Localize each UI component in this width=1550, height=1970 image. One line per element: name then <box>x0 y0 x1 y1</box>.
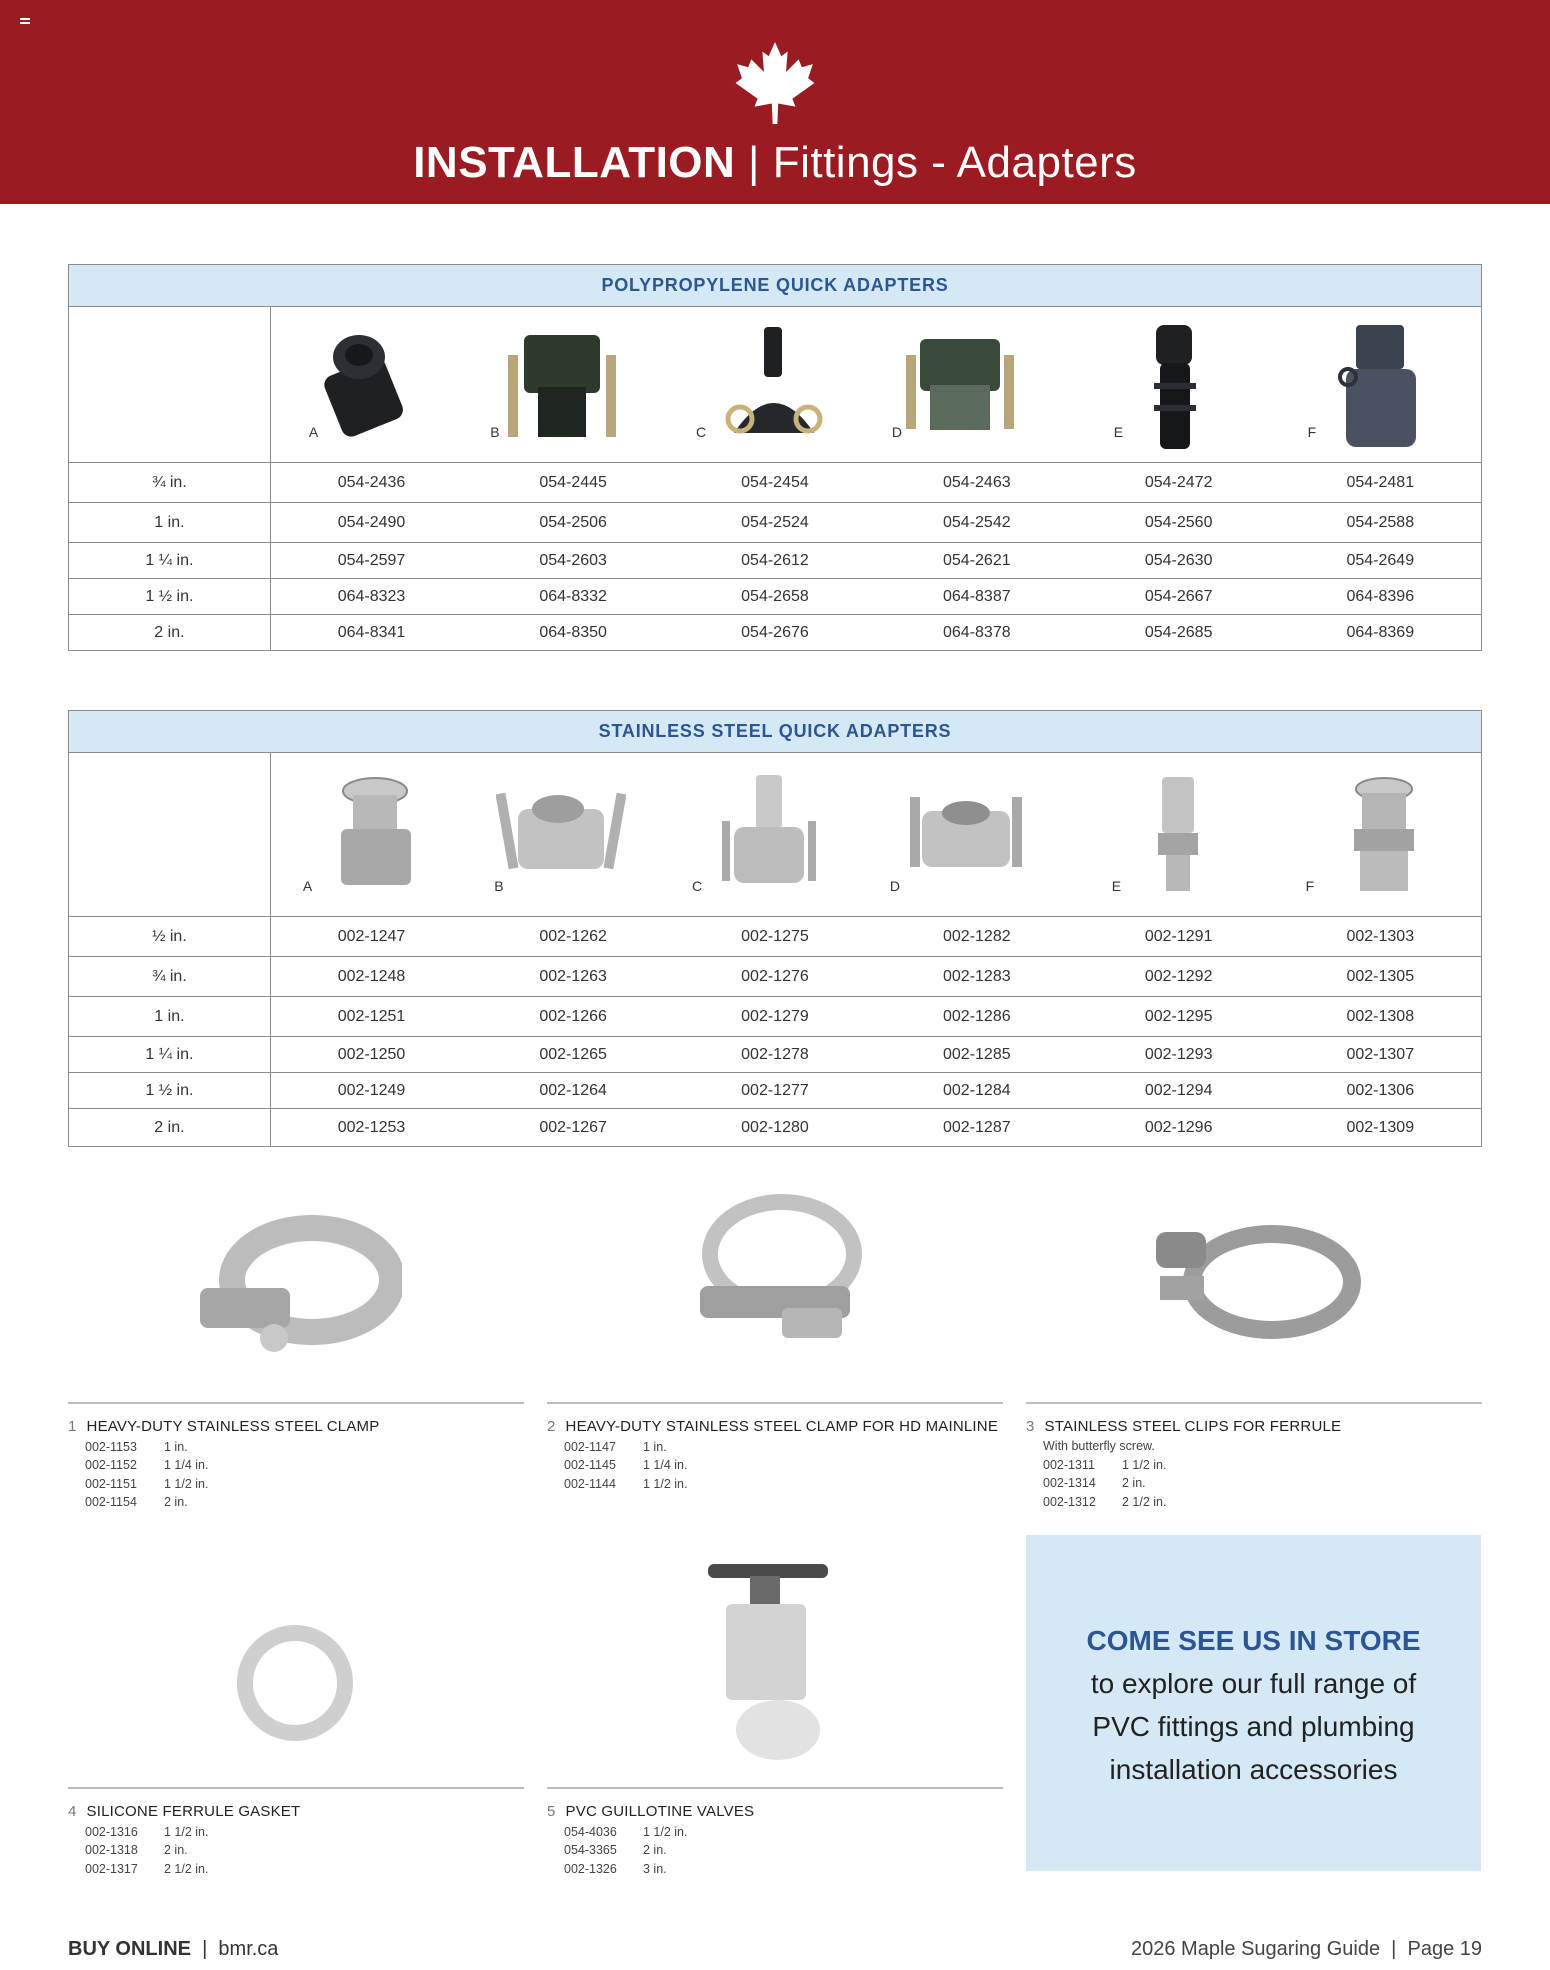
steel-cell: 002-1305 <box>1280 957 1482 997</box>
poly-cell: 054-2685 <box>1144 623 1213 641</box>
steel-size: 1 ½ in. <box>69 1073 271 1109</box>
steel-cell: 002-1250 <box>270 1037 472 1073</box>
poly-row <box>69 463 1482 503</box>
product-number: 4 <box>68 1802 77 1820</box>
poly-letter-c: C <box>696 424 707 440</box>
poly-table-caption: POLYPROPYLENE QUICK ADAPTERS <box>69 265 1482 307</box>
poly-fitting-b <box>472 307 674 463</box>
steel-adapter-a-image <box>331 775 421 890</box>
product-title: STAINLESS STEEL CLIPS FOR FERRULE <box>1044 1417 1342 1435</box>
steel-row <box>69 957 1482 997</box>
footer-buy-online[interactable] <box>68 1938 278 1961</box>
steel-row <box>69 917 1482 957</box>
promo-line: installation accessories <box>1109 1754 1398 1785</box>
poly-row <box>69 543 1482 579</box>
hd-mainline-clamp-image <box>682 1190 872 1360</box>
steel-size: 1 ¼ in. <box>69 1037 271 1073</box>
product-hd-mainline-clamp <box>547 1402 1003 1493</box>
poly-cell: 064-8341 <box>337 623 406 641</box>
steel-row <box>69 997 1482 1037</box>
product-line: 002-1316 1 1/2 in. <box>85 1824 209 1839</box>
poly-fitting-c <box>674 307 876 463</box>
steel-size: ½ in. <box>69 917 271 957</box>
footer-site-link[interactable]: | bmr.ca <box>190 1938 279 1960</box>
poly-cell: 064-8369 <box>1346 623 1415 641</box>
steel-cell: 002-1294 <box>1078 1073 1280 1109</box>
steel-cell: 002-1266 <box>472 997 674 1037</box>
poly-cell: 054-2630 <box>1078 543 1280 579</box>
steel-letter-a: A <box>302 878 313 894</box>
poly-row <box>69 503 1482 543</box>
steel-fitting-a <box>270 753 472 917</box>
product-line: 002-1312 2 1/2 in. <box>1043 1494 1167 1509</box>
steel-cell: 002-1249 <box>270 1073 472 1109</box>
steel-size: 2 in. <box>69 1109 271 1147</box>
poly-cell: 054-2490 <box>270 503 472 543</box>
steel-cell: 002-1279 <box>674 997 876 1037</box>
poly-cell: 064-8387 <box>876 579 1078 615</box>
steel-cell: 002-1277 <box>674 1073 876 1109</box>
steel-cell: 002-1286 <box>876 997 1078 1037</box>
steel-cell: 002-1291 <box>1078 917 1280 957</box>
steel-cell: 002-1284 <box>876 1073 1078 1109</box>
steel-cell: 002-1267 <box>539 1118 607 1136</box>
poly-row <box>69 579 1482 615</box>
poly-letter-a: A <box>308 424 319 440</box>
steel-cell: 002-1285 <box>876 1037 1078 1073</box>
poly-cell: 054-2597 <box>270 543 472 579</box>
poly-cell: 054-2463 <box>876 463 1078 503</box>
poly-cell: 054-2481 <box>1280 463 1482 503</box>
product-line: 002-1317 2 1/2 in. <box>85 1861 209 1876</box>
poly-cell: 054-2454 <box>674 463 876 503</box>
poly-letter-d: D <box>891 424 903 440</box>
product-line: 002-1145 1 1/4 in. <box>564 1458 688 1472</box>
product-line: 002-1151 1 1/2 in. <box>85 1476 209 1491</box>
product-line: 002-1144 1 1/2 in. <box>564 1476 688 1491</box>
product-line: 002-1152 1 1/4 in. <box>85 1458 209 1472</box>
product-line: 054-4036 1 1/2 in. <box>564 1824 688 1839</box>
steel-fitting-c <box>674 753 876 917</box>
poly-letter-b: B <box>490 424 500 440</box>
product-number: 3 <box>1026 1417 1035 1435</box>
steel-cell: 002-1308 <box>1280 997 1482 1037</box>
page-title <box>0 138 1550 188</box>
poly-size: 1 in. <box>69 503 271 543</box>
steel-row <box>69 1109 1482 1147</box>
poly-adapter-a-image <box>308 325 421 440</box>
steel-adapters-table <box>68 710 1482 1147</box>
poly-fitting-a <box>270 307 472 463</box>
steel-cell: 002-1264 <box>472 1073 674 1109</box>
steel-cell: 002-1262 <box>472 917 674 957</box>
product-line: 002-1326 3 in. <box>564 1861 667 1876</box>
poly-cell: 054-2524 <box>674 503 876 543</box>
steel-adapter-f-image <box>1344 775 1424 895</box>
poly-size: 1 ¼ in. <box>69 543 271 579</box>
guillotine-valve-image <box>700 1560 836 1766</box>
page-header <box>0 0 1550 204</box>
steel-cell: 002-1251 <box>270 997 472 1037</box>
footer-page-info: 2026 Maple Sugaring Guide | Page 19 <box>1131 1938 1482 1960</box>
product-number: 5 <box>547 1802 556 1820</box>
poly-cell: 054-2542 <box>876 503 1078 543</box>
poly-cell: 054-2588 <box>1280 503 1482 543</box>
maple-leaf-icon <box>735 42 815 124</box>
poly-cell: 054-2612 <box>674 543 876 579</box>
steel-size: ¾ in. <box>69 957 271 997</box>
poly-cell: 054-2560 <box>1078 503 1280 543</box>
steel-cell: 002-1263 <box>472 957 674 997</box>
steel-cell: 002-1296 <box>1144 1118 1213 1136</box>
poly-cell: 054-2506 <box>472 503 674 543</box>
poly-fitting-d <box>876 307 1078 463</box>
poly-cell: 054-2658 <box>674 579 876 615</box>
poly-cell: 054-2649 <box>1280 543 1482 579</box>
page-title-rest: | Fittings - Adapters <box>735 138 1137 187</box>
poly-letter-f: F <box>1307 424 1317 440</box>
promo-line: to explore our full range of <box>1090 1668 1417 1699</box>
steel-fitting-e <box>1078 753 1280 917</box>
poly-cell: 054-2676 <box>741 623 809 641</box>
steel-row <box>69 1073 1482 1109</box>
product-description: With butterfly screw. <box>1043 1438 1155 1453</box>
steel-cell: 002-1309 <box>1346 1118 1415 1136</box>
steel-cell: 002-1283 <box>876 957 1078 997</box>
poly-fitting-e <box>1078 307 1280 463</box>
steel-cell: 002-1303 <box>1280 917 1482 957</box>
steel-cell: 002-1280 <box>741 1118 809 1136</box>
steel-cell: 002-1276 <box>674 957 876 997</box>
steel-cell: 002-1292 <box>1078 957 1280 997</box>
footer-buy-online-label: BUY ONLINE <box>68 1938 191 1960</box>
ferrule-clip-image <box>1152 1218 1362 1348</box>
product-line: 002-1153 1 in. <box>85 1439 188 1454</box>
steel-letter-e: E <box>1111 878 1122 894</box>
poly-cell: 054-2445 <box>472 463 674 503</box>
steel-fitting-b <box>472 753 674 917</box>
product-line: 054-3365 2 in. <box>564 1843 667 1857</box>
steel-table-caption: STAINLESS STEEL QUICK ADAPTERS <box>69 711 1482 753</box>
steel-adapter-c-image <box>714 771 824 891</box>
poly-cell: 054-2472 <box>1078 463 1280 503</box>
promo-headline: COME SEE US IN STORE <box>1086 1625 1421 1656</box>
poly-adapters-table <box>68 264 1482 651</box>
product-number: 2 <box>547 1417 556 1435</box>
gasket-image <box>234 1622 356 1744</box>
steel-cell: 002-1275 <box>674 917 876 957</box>
poly-cell: 054-2603 <box>472 543 674 579</box>
promo-line: PVC fittings and plumbing <box>1092 1711 1415 1742</box>
steel-cell: 002-1247 <box>270 917 472 957</box>
poly-adapter-c-image <box>714 323 834 448</box>
poly-cell: 054-2436 <box>270 463 472 503</box>
poly-row <box>69 615 1482 651</box>
poly-size: ¾ in. <box>69 463 271 503</box>
steel-adapter-e-image <box>1148 775 1208 895</box>
poly-size: 2 in. <box>69 615 271 651</box>
product-ferrule-clips <box>1026 1402 1482 1511</box>
product-title: HEAVY-DUTY STAINLESS STEEL CLAMP <box>86 1417 380 1435</box>
steel-letter-c: C <box>692 878 703 894</box>
menu-icon[interactable] <box>20 18 30 26</box>
steel-cell: 002-1282 <box>876 917 1078 957</box>
product-line: 002-1314 2 in. <box>1043 1476 1146 1490</box>
poly-adapter-e-image <box>1138 323 1218 453</box>
steel-cell: 002-1287 <box>943 1118 1011 1136</box>
poly-cell: 064-8396 <box>1280 579 1482 615</box>
product-title: HEAVY-DUTY STAINLESS STEEL CLAMP FOR HD MAINLINE <box>565 1417 999 1435</box>
product-line: 002-1311 1 1/2 in. <box>1043 1457 1167 1472</box>
product-line: 002-1318 2 in. <box>85 1843 188 1857</box>
poly-cell: 064-8378 <box>943 623 1011 641</box>
poly-cell: 064-8350 <box>539 623 607 641</box>
steel-cell: 002-1253 <box>337 1118 406 1136</box>
product-line: 002-1147 1 in. <box>564 1439 667 1454</box>
steel-cell: 002-1306 <box>1280 1073 1482 1109</box>
steel-fitting-d <box>876 753 1078 917</box>
hd-clamp-image <box>192 1210 402 1360</box>
poly-cell: 064-8323 <box>270 579 472 615</box>
product-title: SILICONE FERRULE GASKET <box>86 1802 301 1820</box>
product-line: 002-1154 2 in. <box>85 1495 188 1509</box>
steel-adapter-b-image <box>496 779 626 879</box>
poly-cell: 054-2621 <box>876 543 1078 579</box>
steel-adapter-d-image <box>906 787 1026 877</box>
poly-size: 1 ½ in. <box>69 579 271 615</box>
product-title: PVC GUILLOTINE VALVES <box>565 1802 755 1820</box>
product-number: 1 <box>68 1417 77 1435</box>
product-guillotine-valves <box>547 1787 1003 1878</box>
poly-adapter-d-image <box>900 325 1020 450</box>
steel-cell: 002-1265 <box>472 1037 674 1073</box>
poly-cell: 054-2667 <box>1078 579 1280 615</box>
steel-cell: 002-1248 <box>270 957 472 997</box>
poly-letter-e: E <box>1113 424 1124 440</box>
product-gasket <box>68 1787 524 1878</box>
steel-row <box>69 1037 1482 1073</box>
steel-cell: 002-1295 <box>1078 997 1280 1037</box>
poly-adapter-f-image <box>1336 323 1426 453</box>
steel-letter-d: D <box>889 878 901 894</box>
poly-adapter-b-image <box>502 325 622 450</box>
steel-fitting-f <box>1280 753 1482 917</box>
steel-cell: 002-1278 <box>674 1037 876 1073</box>
product-hd-clamp <box>68 1402 524 1512</box>
page-title-bold: INSTALLATION <box>413 138 736 187</box>
store-promo-box <box>1026 1535 1481 1871</box>
steel-letter-b: B <box>494 878 504 894</box>
steel-letter-f: F <box>1305 878 1315 894</box>
poly-fitting-f <box>1280 307 1482 463</box>
steel-cell: 002-1293 <box>1078 1037 1280 1073</box>
poly-cell: 064-8332 <box>472 579 674 615</box>
steel-cell: 002-1307 <box>1280 1037 1482 1073</box>
steel-size: 1 in. <box>69 997 271 1037</box>
